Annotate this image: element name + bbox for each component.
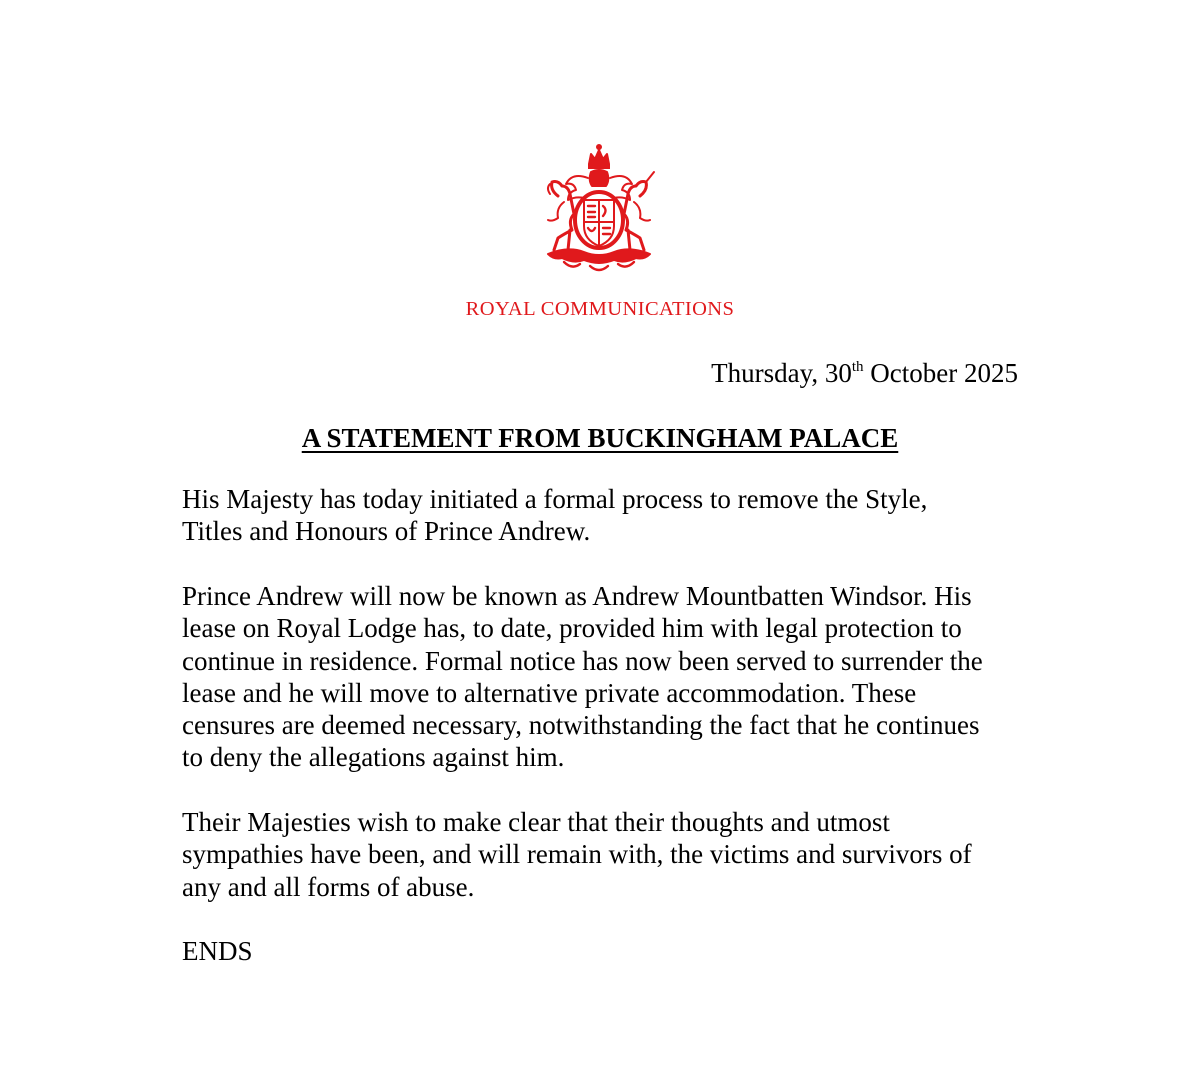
- ends-marker: [182, 935, 253, 967]
- ends-text: ENDS: [182, 936, 253, 966]
- paragraph-line: any and all forms of abuse.: [182, 871, 475, 902]
- paragraph-line: continue in residence. Formal notice has now been served to surrender the: [182, 645, 983, 676]
- paragraph-line: His Majesty has today initiated a formal process to remove the Style,: [182, 484, 928, 514]
- statement-date: [711, 356, 1018, 390]
- royal-coat-of-arms-icon: [528, 142, 670, 276]
- date-main: Thursday, 30: [711, 358, 852, 388]
- paragraph-2: [182, 580, 983, 774]
- paragraph-line: censures are deemed necessary, notwithstanding the fact that he continues: [182, 710, 980, 741]
- paragraph-line: to deny the allegations against him.: [182, 742, 565, 773]
- paragraph-line: sympathies have been, and will remain with, the victims and survivors of: [182, 839, 972, 870]
- paragraph-line: lease and he will move to alternative private accommodation. These: [182, 677, 917, 708]
- department-title-text: ROYAL COMMUNICATIONS: [465, 298, 735, 320]
- date-rest: October 2025: [863, 358, 1018, 388]
- paragraph-line: Prince Andrew will now be known as Andrew Mountbatten Windsor. His: [182, 581, 972, 611]
- date-ordinal-suffix: th: [851, 359, 864, 375]
- department-title: [0, 296, 1200, 322]
- paragraph-3: [182, 806, 972, 903]
- paragraph-line: Titles and Honours of Prince Andrew.: [182, 516, 591, 547]
- paragraph-1: [182, 483, 927, 548]
- paragraph-line: Their Majesties wish to make clear that their thoughts and utmost: [182, 807, 890, 837]
- statement-heading: A STATEMENT FROM BUCKINGHAM PALACE: [301, 423, 899, 453]
- paragraph-line: lease on Royal Lodge has, to date, provided him with legal protection to: [182, 613, 962, 644]
